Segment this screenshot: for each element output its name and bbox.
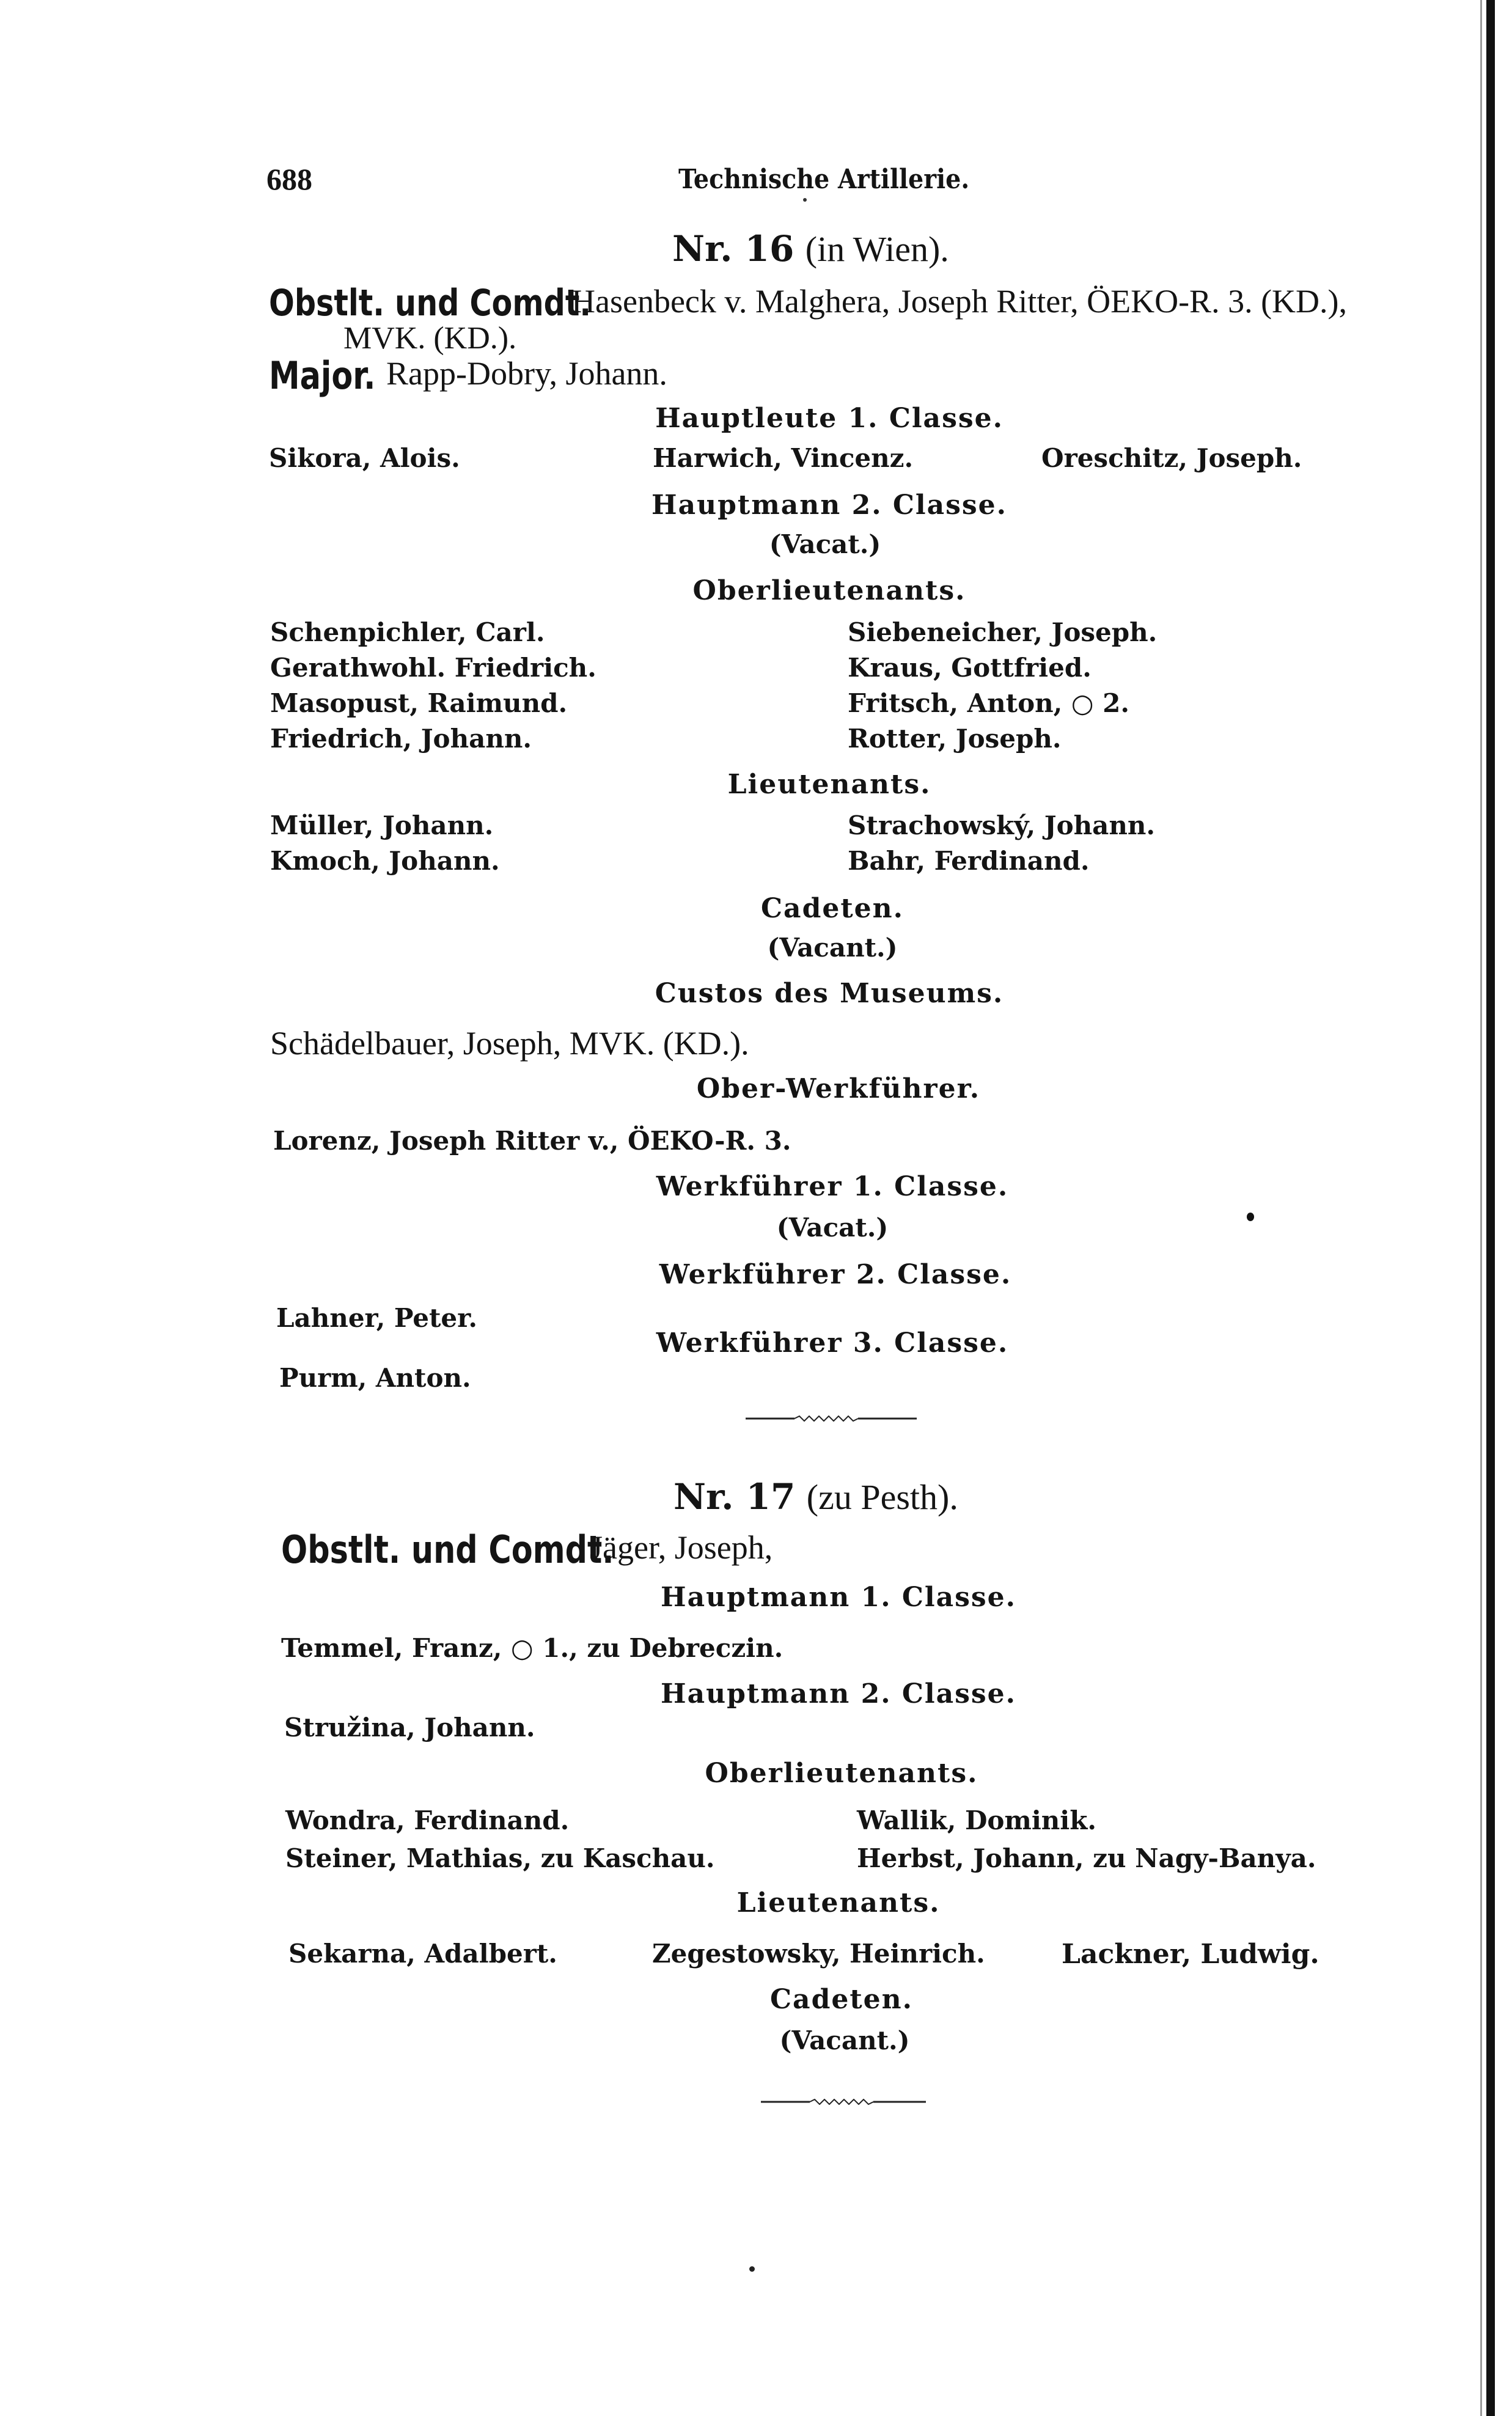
nr16-obstlt-name: Hasenbeck v. Malghera, Joseph Ritter, ÖEKO-R. 3. (KD.), — [571, 283, 1348, 320]
nr17-cadeten-vacant: (Vacant.) — [779, 2025, 910, 2055]
nr17-hauptmann1-heading: Hauptmann 1. Classe. — [661, 1582, 1016, 1613]
nr16-oberlieutenants-heading: Oberlieutenants. — [692, 575, 966, 606]
nr16-werkfuehrer1-heading: Werkführer 1. Classe. — [656, 1171, 1009, 1202]
nr16-oberlt-right: Kraus, Gottfried. — [848, 653, 1092, 683]
page-edge-line — [1480, 0, 1482, 2416]
nr16-title-nr: Nr. 16 — [672, 228, 795, 270]
nr16-werkfuehrer3-heading: Werkführer 3. Classe. — [656, 1327, 1009, 1359]
nr16-lt-right: Bahr, Ferdinand. — [848, 846, 1090, 876]
page-edge-bar — [1486, 0, 1495, 2416]
nr16-lt-left: Müller, Johann. — [270, 810, 494, 840]
nr17-obstlt-label: Obstlt. und Comdt. — [281, 1527, 614, 1572]
nr16-obstlt-cont: MVK. (KD.). — [343, 321, 517, 356]
speck — [803, 198, 807, 202]
nr16-custos-heading: Custos des Museums. — [655, 978, 1004, 1009]
nr16-title — [672, 228, 949, 270]
nr17-oberlt-right: Herbst, Johann, zu Nagy-Banya. — [857, 1843, 1316, 1873]
nr17-title-place: (zu Pesth). — [806, 1477, 958, 1517]
nr17-oberlt-left: Wondra, Ferdinand. — [285, 1805, 570, 1835]
nr16-werkfuehrer3-name: Purm, Anton. — [279, 1363, 471, 1393]
nr17-cadeten-heading: Cadeten. — [770, 1984, 913, 2015]
nr16-major-label: Major. — [269, 353, 376, 398]
nr16-cadeten-heading: Cadeten. — [761, 893, 904, 924]
nr16-oberlt-right: Fritsch, Anton, ○ 2. — [848, 688, 1129, 718]
nr16-oberwerkfuehrer-name: Lorenz, Joseph Ritter v., ÖEKO-R. 3. — [273, 1126, 791, 1156]
nr16-cadeten-vacant: (Vacant.) — [767, 933, 898, 963]
nr16-obstlt-label: Obstlt. und Comdt. — [269, 282, 592, 325]
nr17-lt-item: Sekarna, Adalbert. — [288, 1939, 557, 1969]
nr16-hauptleute1-item: Oreschitz, Joseph. — [1041, 443, 1302, 473]
nr17-oberlt-left: Steiner, Mathias, zu Kaschau. — [285, 1843, 715, 1873]
nr16-oberwerkfuehrer-heading: Ober-Werkführer. — [696, 1073, 981, 1104]
nr17-title-nr: Nr. 17 — [673, 1476, 796, 1518]
nr17-hauptmann2-name: Stružina, Johann. — [284, 1713, 535, 1742]
nr17-oberlieutenants-heading: Oberlieutenants. — [705, 1758, 978, 1789]
section-divider — [746, 1415, 917, 1422]
nr16-oberlt-left: Friedrich, Johann. — [270, 724, 532, 754]
nr16-hauptmann2-heading: Hauptmann 2. Classe. — [651, 490, 1007, 521]
nr17-lt-item: Zegestowsky, Heinrich. — [652, 1939, 985, 1969]
nr16-hauptleute1-item: Sikora, Alois. — [269, 443, 460, 473]
nr17-lieutenants-heading: Lieutenants. — [736, 1887, 941, 1918]
nr16-oberlt-left: Masopust, Raimund. — [270, 688, 568, 718]
nr16-hauptleute1-item: Harwich, Vincenz. — [653, 443, 914, 473]
nr16-hauptmann2-vacat: (Vacat.) — [769, 529, 881, 559]
nr16-lt-left: Kmoch, Johann. — [270, 846, 500, 876]
section-divider — [761, 2099, 926, 2105]
nr16-werkfuehrer2-heading: Werkführer 2. Classe. — [659, 1259, 1012, 1290]
nr16-major-name: Rapp-Dobry, Johann. — [386, 355, 667, 392]
nr16-werkfuehrer1-vacat: (Vacat.) — [776, 1213, 889, 1243]
running-title: Technische Artillerie. — [678, 164, 970, 195]
nr17-hauptmann1-name: Temmel, Franz, ○ 1., zu Debreczin. — [281, 1633, 784, 1663]
nr16-oberlt-right: Rotter, Joseph. — [848, 724, 1062, 754]
nr16-werkfuehrer2-name: Lahner, Peter. — [276, 1303, 478, 1333]
page-number: 688 — [266, 162, 312, 196]
nr17-lt-item: Lackner, Ludwig. — [1062, 1939, 1319, 1970]
nr16-lieutenants-heading: Lieutenants. — [727, 769, 931, 800]
nr17-title — [673, 1476, 958, 1518]
nr16-custos-name: Schädelbauer, Joseph, MVK. (KD.). — [270, 1025, 749, 1062]
nr16-lt-right: Strachowský, Johann. — [848, 810, 1156, 840]
nr16-title-place: (in Wien). — [805, 229, 949, 269]
nr16-oberlt-left: Schenpichler, Carl. — [270, 617, 545, 647]
speck — [1247, 1213, 1254, 1221]
nr17-oberlt-right: Wallik, Dominik. — [857, 1805, 1096, 1835]
nr17-obstlt-name: Jäger, Joseph, — [590, 1529, 773, 1566]
nr17-hauptmann2-heading: Hauptmann 2. Classe. — [661, 1678, 1016, 1709]
nr16-oberlt-right: Siebeneicher, Joseph. — [848, 617, 1158, 647]
nr16-hauptleute1-heading: Hauptleute 1. Classe. — [655, 403, 1004, 434]
nr16-oberlt-left: Gerathwohl. Friedrich. — [270, 653, 596, 683]
speck — [749, 2266, 755, 2272]
